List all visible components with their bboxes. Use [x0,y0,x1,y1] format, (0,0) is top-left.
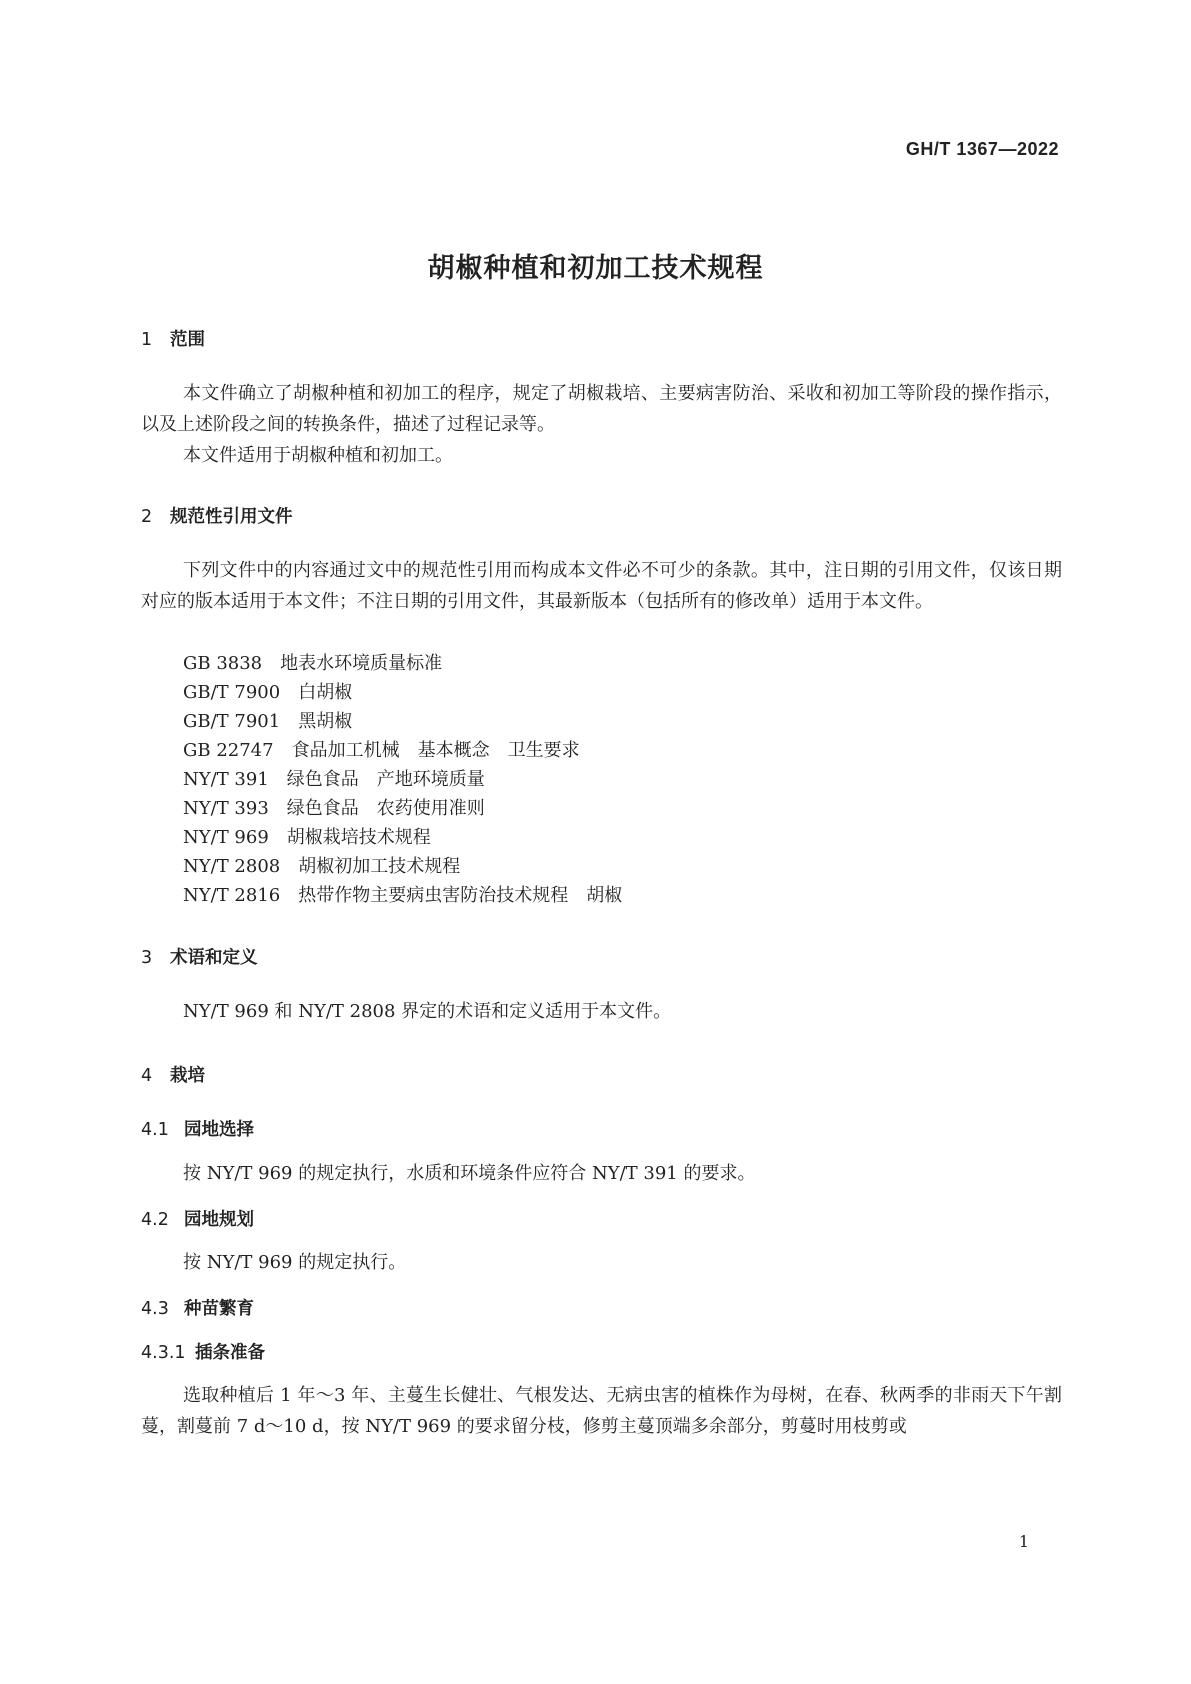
section-number: 2 [141,507,153,527]
section-4-heading [141,1062,205,1087]
standard-code: GH/T 1367—2022 [905,139,1059,159]
section-2-paragraph: 下列文件中的内容通过文中的规范性引用而构成本文件必不可少的条款。其中，注日期的引用文件，仅该日期对应的版本适用于本文件；不注日期的引用文件，其最新版本（包括所有的修改单）适用于本文件。 [141,560,1062,612]
reference-item: GB/T 7900 白胡椒 [183,682,353,703]
section-1-heading [141,326,205,351]
section-title: 术语和定义 [170,948,258,968]
reference-item: NY/T 2816 热带作物主要病虫害防治技术规程 胡椒 [183,885,623,906]
reference-item: NY/T 391 绿色食品 产地环境质量 [183,769,485,790]
section-4-1-paragraph: 按 NY/T 969 的规定执行，水质和环境条件应符合 NY/T 391 的要求。 [183,1163,756,1184]
reference-item: GB 22747 食品加工机械 基本概念 卫生要求 [183,740,580,761]
section-3-heading [141,944,258,969]
section-4-3-1-heading [141,1339,265,1364]
section-title: 范围 [170,330,205,350]
section-number: 4.3 [141,1299,169,1319]
section-1-paragraph-1: 本文件确立了胡椒种植和初加工的程序，规定了胡椒栽培、主要病害防治、采收和初加工等阶段的操作指示，以及上述阶段之间的转换条件，描述了过程记录等。 [141,383,1062,435]
section-number: 4.2 [141,1210,169,1230]
document-title: 胡椒种植和初加工技术规程 [427,253,764,284]
section-2-heading [141,503,293,528]
section-title: 规范性引用文件 [170,507,293,527]
section-number: 4.1 [141,1120,169,1140]
section-4-3-1-paragraph: 选取种植后 1 年～3 年、主蔓生长健壮、气根发达、无病虫害的植株作为母树，在春、秋两季的非雨天下午割蔓，割蔓前 7 d～10 d，按 NY/T 969 的要求留分枝，修剪主蔓顶端多余部分，剪蔓时用枝剪或 [141,1385,1062,1437]
section-title: 园地选择 [184,1120,254,1140]
section-number: 4.3.1 [141,1343,186,1363]
section-title: 园地规划 [184,1210,254,1230]
section-title: 栽培 [170,1066,205,1086]
reference-item: NY/T 969 胡椒栽培技术规程 [183,827,431,848]
section-title: 插条准备 [195,1343,265,1363]
section-number: 3 [141,948,153,968]
section-title: 种苗繁育 [184,1299,254,1319]
reference-item: NY/T 393 绿色食品 农药使用准则 [183,798,485,819]
section-number: 1 [141,330,153,350]
page-number: 1 [1018,1532,1029,1551]
section-4-2-heading [141,1206,254,1231]
reference-item: NY/T 2808 胡椒初加工技术规程 [183,856,461,877]
section-4-3-heading [141,1295,254,1320]
section-3-paragraph: NY/T 969 和 NY/T 2808 界定的术语和定义适用于本文件。 [183,1001,672,1022]
section-4-2-paragraph: 按 NY/T 969 的规定执行。 [183,1252,407,1273]
section-1-paragraph-2: 本文件适用于胡椒种植和初加工。 [183,445,453,466]
reference-item: GB/T 7901 黑胡椒 [183,711,353,732]
reference-item: GB 3838 地表水环境质量标准 [183,653,443,674]
section-4-1-heading [141,1116,254,1141]
section-number: 4 [141,1066,153,1086]
